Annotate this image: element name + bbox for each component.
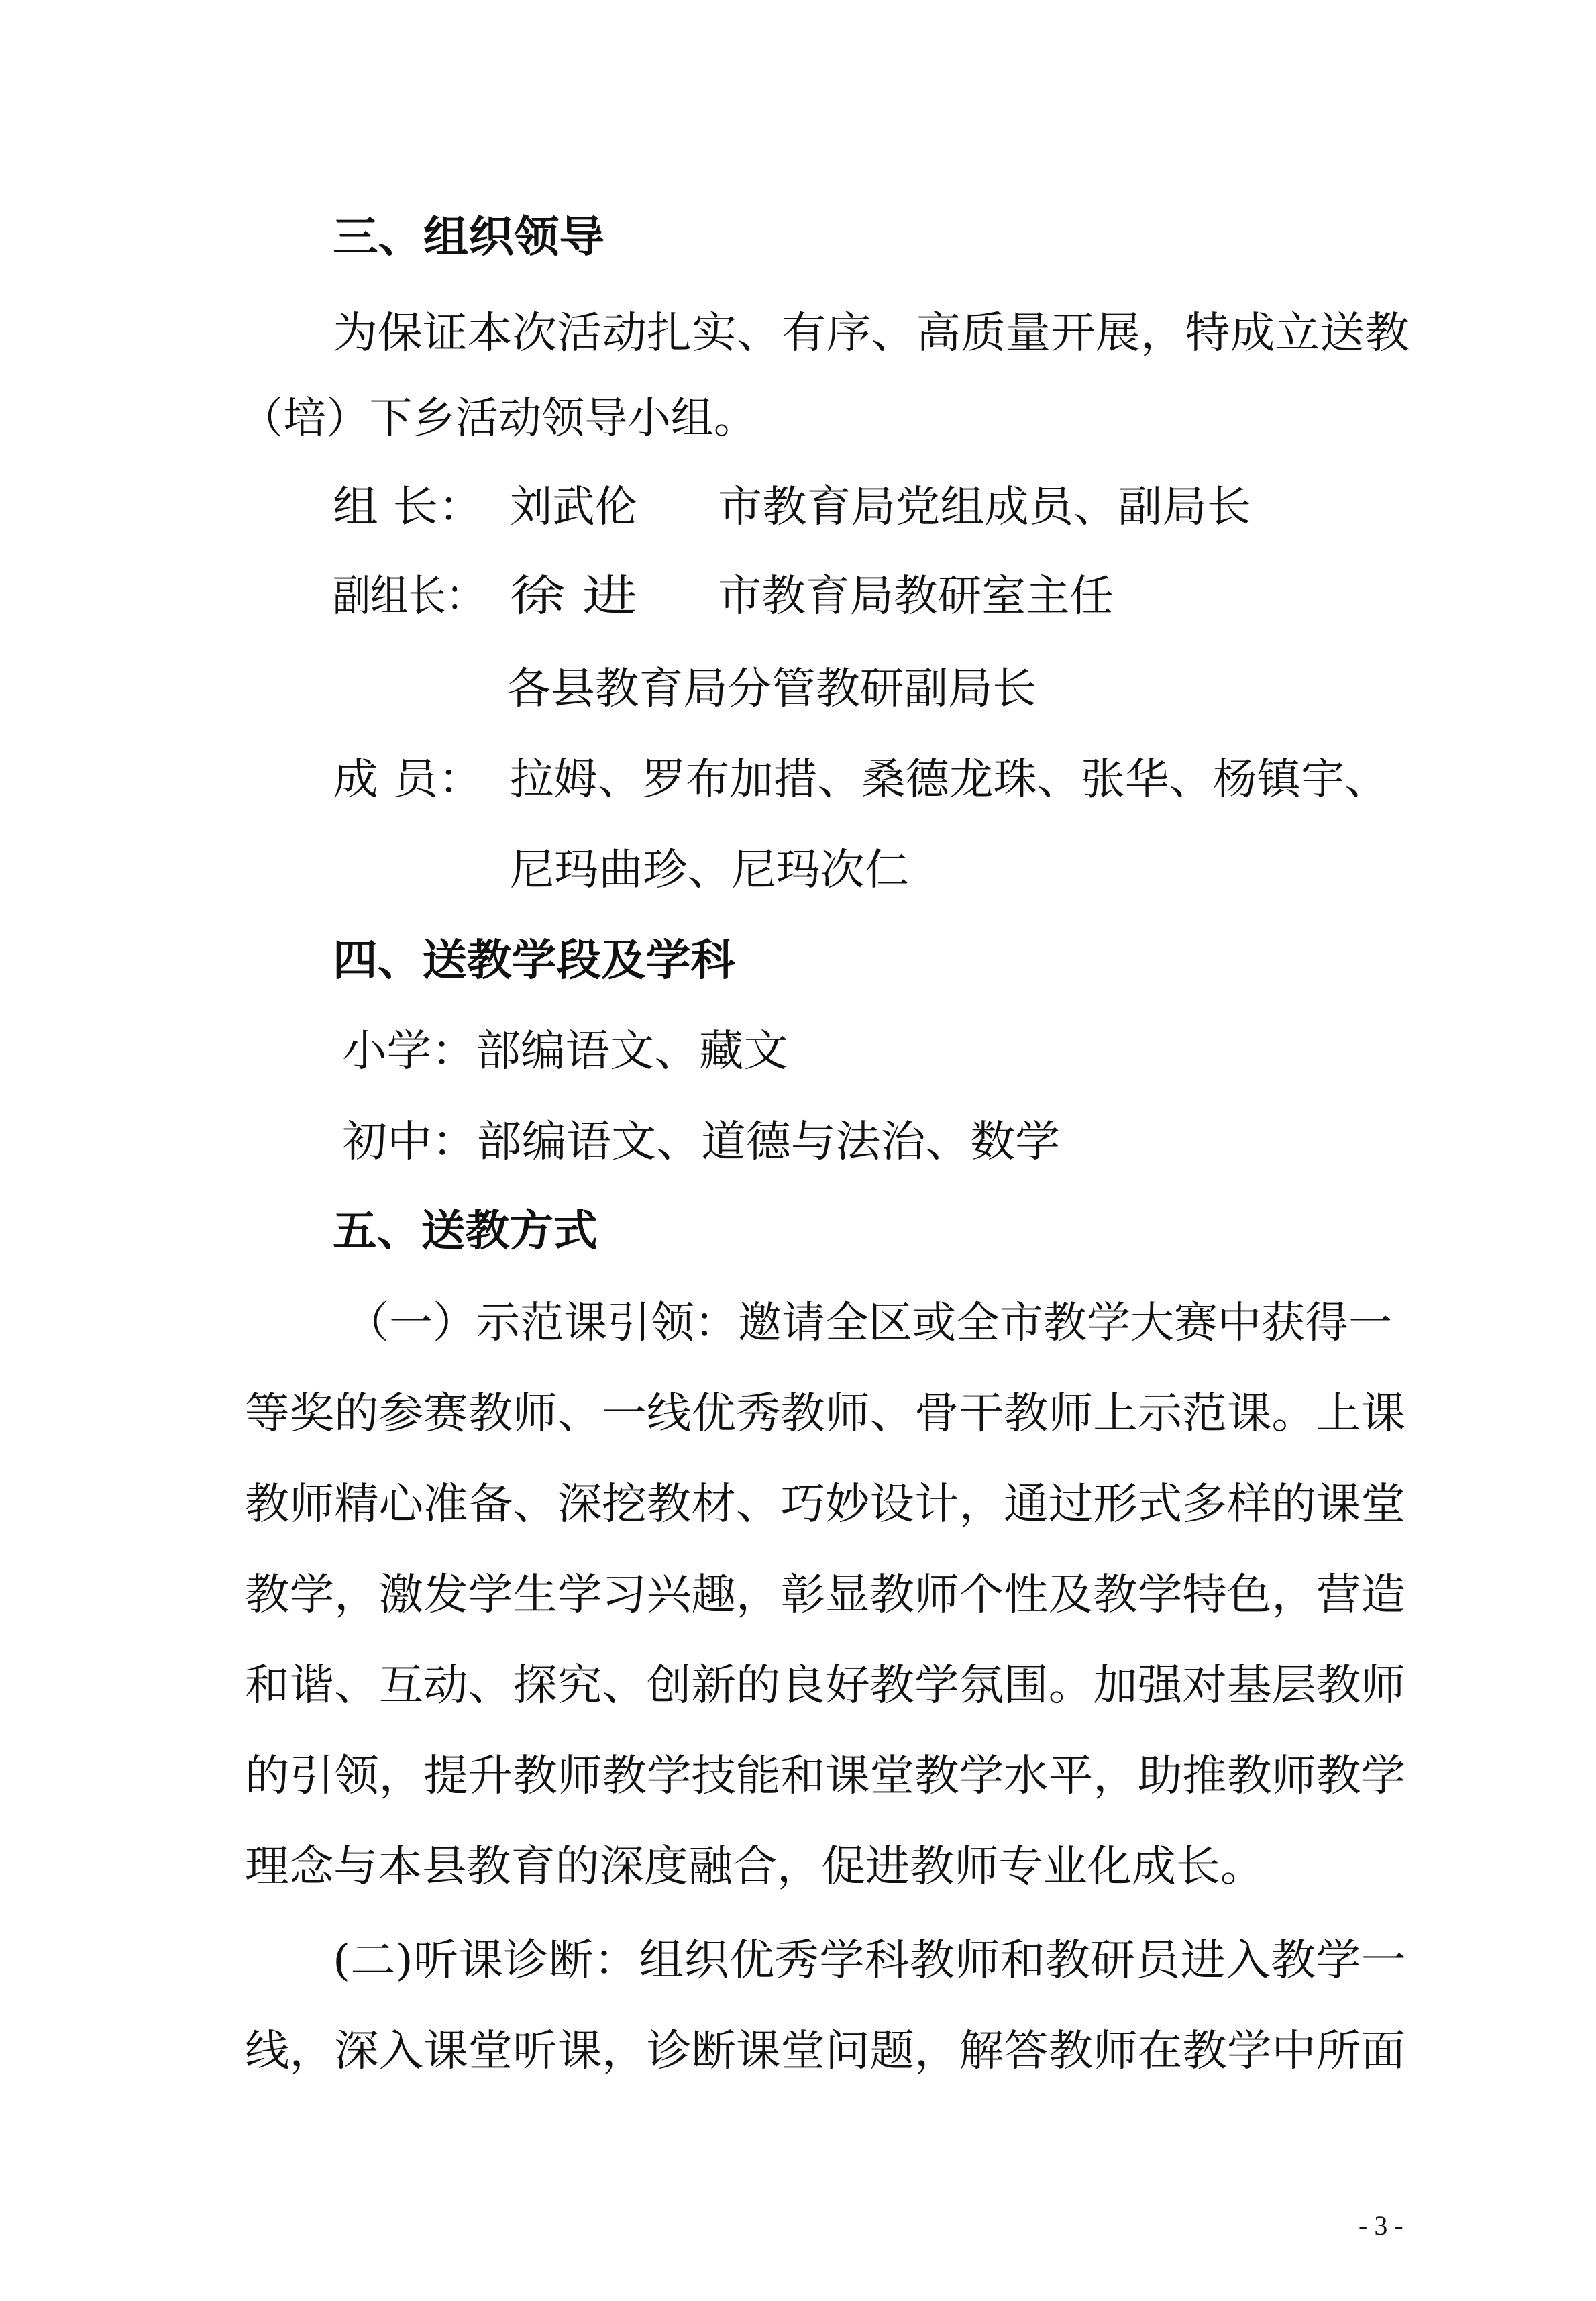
deputy-role: 副组长：	[333, 572, 484, 621]
para1-line: 的引领，提升教师教学技能和课堂教学水平，助推教师教学	[245, 1751, 1405, 1801]
deputy-title-2: 各县教育局分管教研副局长	[507, 664, 1036, 714]
members-line-2: 尼玛曲珍、尼玛次仁	[510, 846, 909, 895]
section-heading-methods: 五、送教方式	[333, 1207, 598, 1256]
intro-line-2: （培）下乡活动领导小组。	[240, 394, 757, 444]
deputy-title: 市教育局教研室主任	[718, 572, 1114, 621]
para1-line: 等奖的参赛教师、一线优秀教师、骨干教师上示范课。上课	[245, 1389, 1405, 1439]
leader-role: 组 长：	[333, 482, 484, 532]
para1-line: 和谐、互动、探究、创新的良好教学氛围。加强对基层教师	[245, 1661, 1405, 1710]
leader-name: 刘武伦	[510, 482, 637, 532]
members-line-1: 拉姆、罗布加措、桑德龙珠、张华、杨镇宇、	[510, 755, 1389, 805]
subjects-junior: 初中：部编语文、道德与法治、数学	[342, 1117, 1060, 1167]
subjects-primary: 小学：部编语文、藏文	[342, 1027, 788, 1076]
para2-line: (二)听课诊断：组织优秀学科教师和教研员进入教学一	[333, 1936, 1406, 1986]
para1-line: （一）示范课引领：邀请全区或全市教学大赛中获得一	[345, 1298, 1392, 1348]
para1-line: 教师精心准备、深挖教材、巧妙设计，通过形式多样的课堂	[245, 1480, 1405, 1529]
intro-line-1: 为保证本次活动扎实、有序、高质量开展，特成立送教	[333, 309, 1409, 358]
deputy-name: 徐 进	[510, 572, 637, 621]
leader-title: 市教育局党组成员、副局长	[718, 482, 1251, 532]
para1-line: 教学，激发学生学习兴趣，彰显教师个性及教学特色，营造	[245, 1570, 1405, 1620]
para1-line: 理念与本县教育的深度融合，促进教师专业化成长。	[245, 1842, 1265, 1892]
section-heading-organization: 三、组织领导	[333, 213, 604, 262]
page-number: - 3 -	[1359, 2210, 1403, 2241]
members-role: 成 员：	[333, 755, 484, 805]
section-heading-subjects: 四、送教学段及学科	[333, 936, 735, 986]
para2-line: 线，深入课堂听课，诊断课堂问题，解答教师在教学中所面	[245, 2027, 1405, 2076]
